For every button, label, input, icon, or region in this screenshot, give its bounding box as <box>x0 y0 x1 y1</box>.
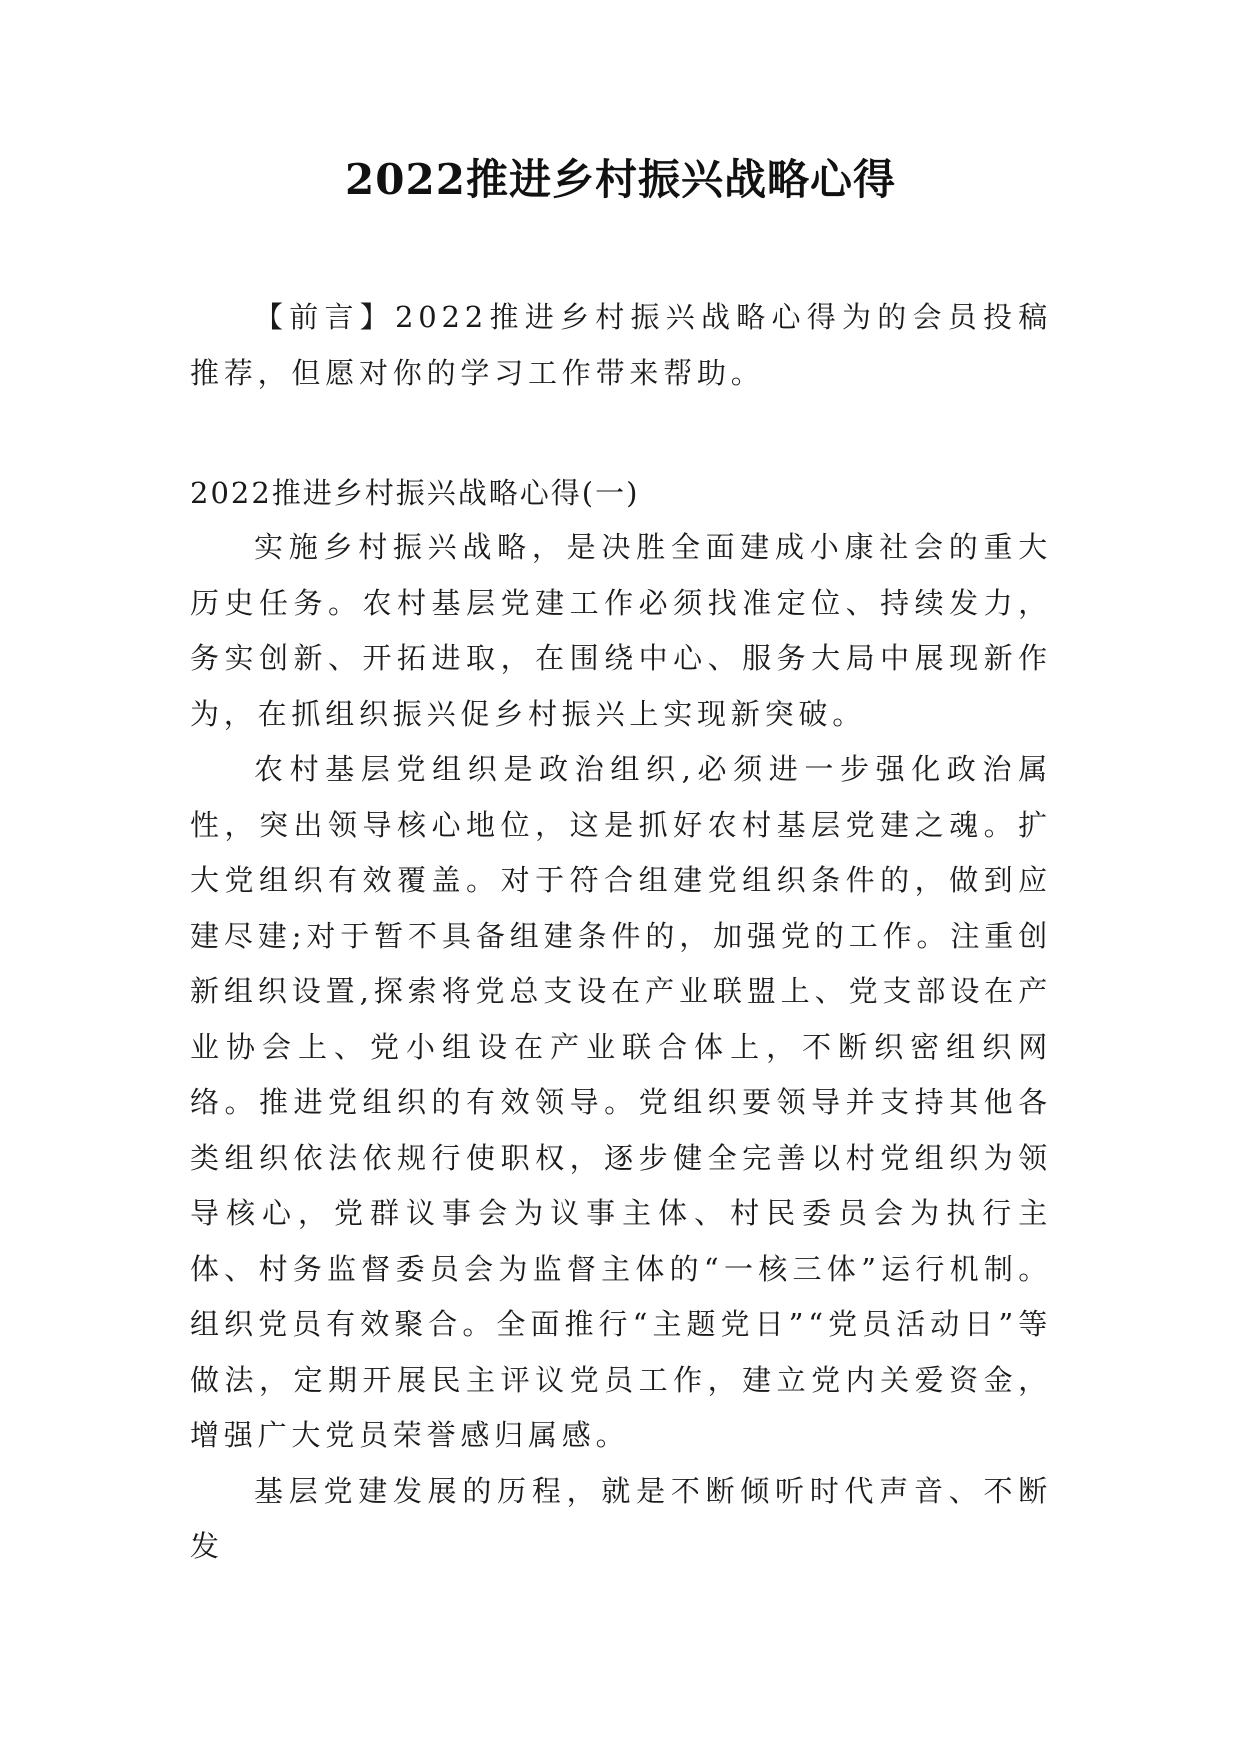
document-title: 2022推进乡村振兴战略心得 <box>345 155 896 204</box>
article-paragraph-3: 基层党建发展的历程，就是不断倾听时代声音、不断发 <box>190 1473 1052 1563</box>
article-body <box>190 520 1052 1575</box>
section-heading: 2022推进乡村振兴战略心得(一) <box>190 476 640 510</box>
article-paragraph-2: 农村基层党组织是政治组织,必须进一步强化政治属性，突出领导核心地位，这是抓好农村基层党建之魂。扩大党组织有效覆盖。对于符合组建党组织条件的，做到应建尽建;对于暂不具备组建条件的，加强党的工作。注重创新组织设置,探索将党总支设在产业联盟上、党支部设在产业协会上、党小组设在产业联合体上，不断织密组织网络。推进党组织的有效领导。党组织要领导并支持其他各类组织依法依规行使职权，逐步健全完善以村党组织为领导核心，党群议事会为议事主体、村民委员会为执行主体、村务监督委员会为监督主体的“一核三体”运行机制。组织党员有效聚合。全面推行“主题党日”“党员活动日”等做法，定期开展民主评议党员工作，建立党内关爱资金，增强广大党员荣誉感归属感。 <box>190 752 1052 1452</box>
article-paragraph-1: 实施乡村振兴战略，是决胜全面建成小康社会的重大历史任务。农村基层党建工作必须找准定位、持续发力，务实创新、开拓进取，在围绕中心、服务大局中展现新作为，在抓组织振兴促乡村振兴上实现新突破。 <box>190 530 1052 731</box>
preface-paragraph: 【前言】2022推进乡村振兴战略心得为的会员投稿推荐，但愿对你的学习工作带来帮助。 <box>190 300 1052 390</box>
